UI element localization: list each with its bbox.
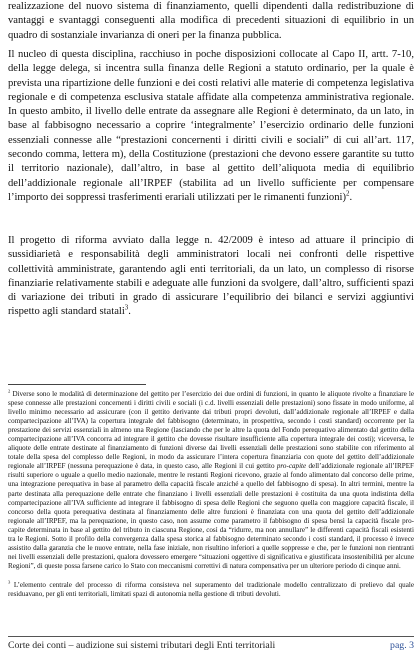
paragraph-reform-project-end: . xyxy=(128,306,131,318)
page-footer xyxy=(8,636,414,654)
footnote-3-text: L’elemento centrale del processo di riforma consisteva nel superamento del tradizionale modello centralizzato di prelievo dal quale residuavano, per gli enti territoriali, limitati spazi di autonomia nella gestione di tributi devoluti. xyxy=(8,581,414,599)
paragraph-core-discipline xyxy=(8,48,414,205)
footnote-separator xyxy=(8,384,146,385)
footnote-2 xyxy=(8,390,414,571)
paragraph-core-discipline-text: Il nucleo di questa disciplina, racchiuso in poche disposizioni collocate al Capo II, artt. 7-10, della legge delega, si incentra sulla finanza delle Regioni a statuto ordinario, per la quale è prevista una ripartizione delle funzioni e dei costi relativi alle materie di competenza legislativa regionale e di competenza esclusiva statale affidate alla competenza amministrativa regionale. In questo ambito, il livello delle entrate da assegnare alle Regioni è determinato, da un lato, in base al fabbisogno necessario a coprire ‘integralmente’ l’esercizio ordinario delle funzioni essenziali connesse alle “prestazioni concernenti i diritti civili e sociali” di cui all’art. 117, secondo comma, lettera m), della Costituzione (prestazioni che devono essere garantite su tutto il territorio nazionale), dall’altro, in base al gettito dell’aliquota media di equilibrio dell’addizionale regionale all’IRPEF (stabilita ad un livello sufficiente per compensare l’importo dei soppressi trasferimenti erariali utilizzati per le rimanenti funzioni) xyxy=(8,49,414,203)
paragraph-reform-project xyxy=(8,234,414,320)
footnote-2-italic: pro-capite xyxy=(276,462,307,471)
footnote-3-number: 3 xyxy=(8,579,11,585)
page-number: pag. 3 xyxy=(390,640,414,651)
footnote-ref-2[interactable]: 2 xyxy=(346,190,350,198)
paragraph-intro xyxy=(8,0,414,43)
footnote-ref-3[interactable]: 3 xyxy=(124,304,129,312)
footnote-2-text: Diverse sono le modalità di determinazione del gettito per l’esercizio dei due ordini di funzioni, in quanto le aliquote rivolte a finanziare le spese connesse alle prestazioni concernenti i diritti civili e sociali (i c.d. livelli essenziali delle prestazioni) sono fissate in modo uniforme, al livello minimo necessario ad assicurare (con il gettito derivante dai tributi propri devoluti, dall’addizionale regionale all’IRPEF e dalla compartecipazione all’IVA) la copertura integrale del fabbisogno (determinato, in prospettiva, secondo i costi standard) occorrente per la prestazione dei servizi essenziali in almeno una Regione (lasciando che per le altre la quota del Fondo perequativo alimentato dal gettito della compartecipazione all’IVA concorra ad integrare il gettito che dovesse risultare insufficiente alla copertura integrale dei costi); viceversa, le aliquote delle entrate destinate al finanziamento di funzioni diverse dai livelli essenziali delle prestazioni sono stabilite con riferimento al totale della spesa del complesso delle Regioni, in modo da assicurare l’intera copertura finanziaria con quote del gettito dell’addizionale regionale all’IRPEF (nessuna perequazione è data, in questo caso, alle Regioni il cui gettito xyxy=(8,390,414,471)
footnote-2-text-continued: dell’addizionale regionale all’IRPEF risulti superiore o uguale a quello medio nazionale, mentre le restanti Regioni ricevono, grazie al fondo alimentato dal concorso delle prime, una integrazione perequativa in base al parametro della capacità fiscale anziché a quello del fabbisogno di spesa). In altri termini, mentre la parte destinata alla perequazione delle entrate che finanziano i livelli essenziali delle prestazioni è costituita da una quota indistinta della compartecipazione all’IVA sufficiente ad integrare il fabbisogno di spesa delle Regioni che seguono quella con maggiore capacità fiscale, il concorso della quota perequativa destinata al finanziamento delle altre funzioni è finanziata con una quota del gettito dell’addizionale regionale all’IRPEF, ma la perequazione, in questo caso, non assume come parametro il fabbisogno di spesa bensì la capacità fiscale pro-capite determinata in base al gettito del tributo in ciascuna Regione, così da “ridurre, ma non annullare” le differenti capacità fiscali esistenti tra le Regioni. Sotto il profilo della convergenza dalla spesa storica al fabbisogno determinato secondo i costi standard, il processo è invece assistito dalla garanzia che le nuove entrate, nella fase iniziale, non risultino inferiori a quelle soppresse e che, per le funzioni non rientranti nei livelli essenziali delle prestazioni, qualora dovessero emergere “situazioni oggettive di significativa e giustificata insostenibilità per alcune Regioni”, di queste possa farsene carico lo Stato con meccanismi correttivi di natura compensativa per un ulteriore periodo di cinque anni. xyxy=(8,462,414,570)
footnote-2-number: 2 xyxy=(8,388,11,394)
paragraph-core-discipline-end: . xyxy=(349,191,353,203)
paragraph-intro-text: realizzazione del nuovo sistema di finanziamento, quelli dipendenti dalla redistribuzione di vantaggi e svantaggi conseguenti alla modifica di precedenti situazioni di equilibrio in un quadro di sostanziale invarianza di oneri per la finanza pubblica. xyxy=(8,1,414,41)
footnote-3 xyxy=(8,581,414,599)
document-page xyxy=(8,0,418,653)
paragraph-reform-project-text: Il progetto di riforma avviato dalla legge n. 42/2009 è inteso ad attuare il principio di sussidiarietà e responsabilità degli amministratori locali nei confronti delle rispettive collettività amministrate, garantendo agli enti territoriali, da un lato, un complesso di risorse finanziarie relativamente stabili e adeguate alle funzioni da svolgere, dall’altro, sufficienti spazi di variazione dei tributi in grado di assicurare l’equilibrio dei bilanci e servizi aggiuntivi rispetto agli standard statali xyxy=(8,235,414,318)
footer-title: Corte dei conti – audizione sui sistemi tributari degli Enti territoriali xyxy=(8,640,276,651)
